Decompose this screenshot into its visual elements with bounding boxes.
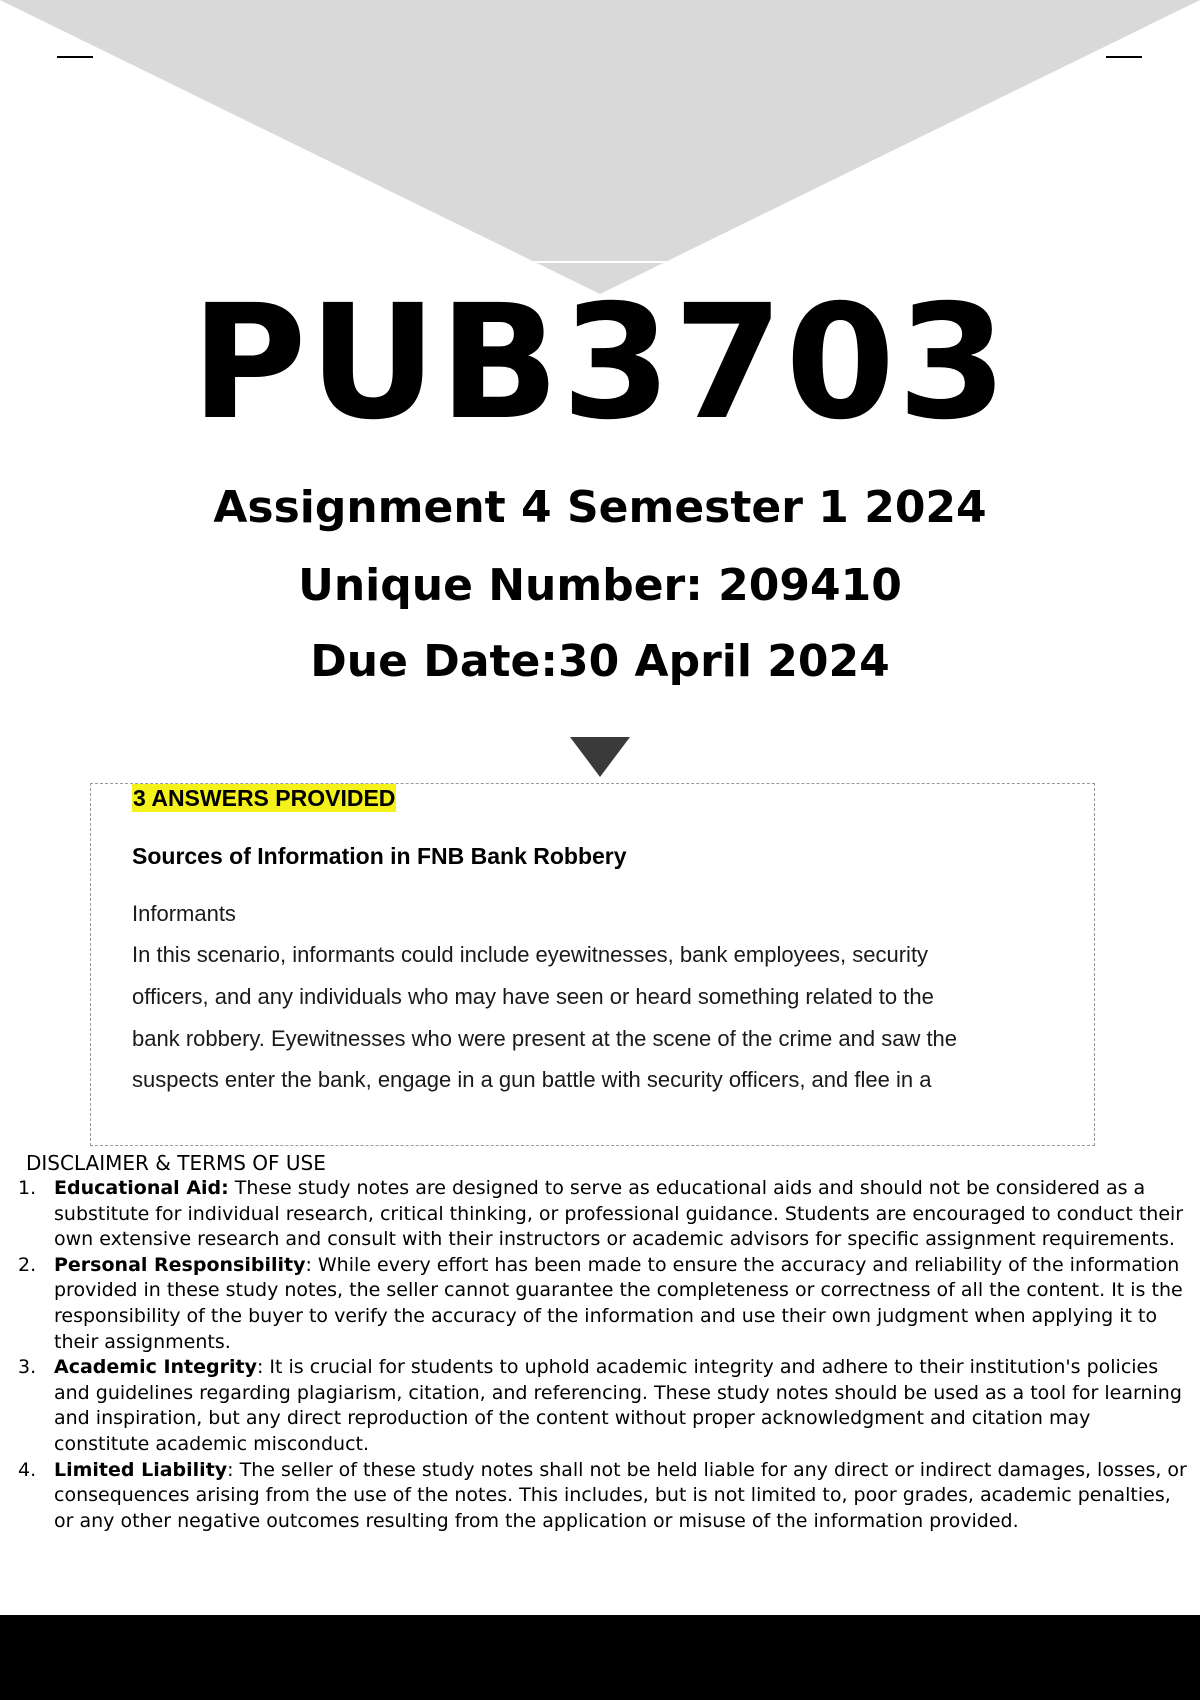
unique-number: Unique Number: 209410 [298,560,902,611]
disclaimer-item [0,1176,1200,1253]
disclaimer-item-text: These study notes are designed to serve as educational aids and should not be considered as a substitute for individual research, critical thinking, or professional guidance. Students are encouraged to conduct their own extensive research and consult with their instructors or academic advisors for specific assignment requirements. [54,1177,1184,1251]
disclaimer-item-term: Academic Integrity [54,1356,257,1379]
disclaimer-item [0,1355,1200,1457]
disclaimer-item [0,1253,1200,1355]
answers-badge: 3 ANSWERS PROVIDED [133,785,396,811]
disclaimer-item-number: 4. [18,1458,37,1481]
disclaimer-item-text: : The seller of these study notes shall not be held liable for any direct or indirect damages, losses, or consequences arising from the use of the notes. This includes, but is not limited to, poor grades, academic penalties, or any other negative outcomes resulting from the application or misuse of the information provided. [54,1458,1187,1532]
down-arrow-icon [570,737,630,777]
disclaimer-item-term: Educational Aid: [54,1177,229,1199]
disclaimer-item-number: 3. [18,1356,37,1379]
disclaimer-item-text: : It is crucial for students to uphold academic integrity and adhere to their institution's policies and guidelines regarding plagiarism, citation, and referencing. These study notes should be used as a tool for learning and inspiration, but any direct reproduction of the content without proper acknowledgment and citation may constitute academic misconduct. [54,1356,1182,1455]
footer-bar [0,1615,1200,1700]
disclaimer-title: DISCLAIMER & TERMS OF USE [26,1151,326,1175]
disclaimer-item [0,1458,1200,1535]
assignment-title: Assignment 4 Semester 1 2024 [213,482,987,533]
disclaimer-item-term: Limited Liability [54,1458,228,1481]
header-banner-graphic [0,0,1200,300]
preview-title: Sources of Information in FNB Bank Robbery [132,843,627,869]
course-code: PUB3703 [190,271,1010,455]
disclaimer-item-text: : While every effort has been made to ensure the accuracy and reliability of the information provided in these study notes, the seller cannot guarantee the completeness or correctness of all the content. It is the responsibility of the buyer to verify the accuracy of the information and use their own judgment when applying it to their assignments. [54,1253,1183,1353]
preview-body-line: suspects enter the bank, engage in a gun battle with security officers, and flee in a [132,1067,932,1092]
disclaimer-list [0,1176,1200,1534]
corner-mark-right [1106,56,1142,58]
corner-mark-left [57,56,93,58]
preview-body-line: In this scenario, informants could include eyewitnesses, bank employees, security [132,942,929,967]
disclaimer-item-term: Personal Responsibility [54,1253,306,1276]
preview-body-line: officers, and any individuals who may have seen or heard something related to the [132,984,934,1009]
disclaimer-item-number: 2. [18,1253,37,1276]
preview-subheading: Informants [132,901,236,926]
disclaimer-item-number: 1. [18,1177,37,1199]
due-date: Due Date:30 April 2024 [310,636,890,687]
preview-body-line: bank robbery. Eyewitnesses who were present at the scene of the crime and saw the [132,1026,958,1051]
